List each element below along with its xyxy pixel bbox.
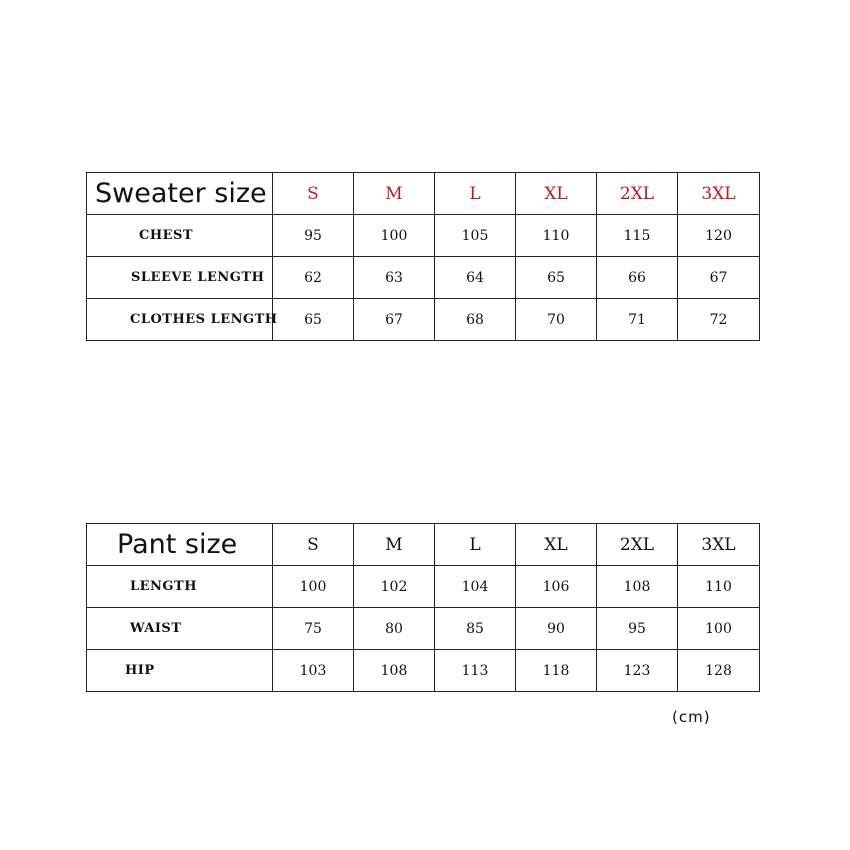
sweater-size-3xl: 3XL	[678, 173, 760, 215]
table-cell: 100	[354, 215, 435, 257]
table-cell: 66	[597, 257, 678, 299]
sweater-size-2xl: 2XL	[597, 173, 678, 215]
table-cell: 75	[273, 608, 354, 650]
table-cell: 108	[597, 566, 678, 608]
pant-row-label: HIP	[87, 650, 273, 692]
sweater-size-l: L	[435, 173, 516, 215]
unit-note: (cm)	[672, 708, 711, 726]
table-cell: 85	[435, 608, 516, 650]
table-cell: 113	[435, 650, 516, 692]
sweater-row-label: CHEST	[87, 215, 273, 257]
pant-size-xl: XL	[516, 524, 597, 566]
sweater-header-row	[87, 173, 760, 215]
table-cell: 64	[435, 257, 516, 299]
pant-size-2xl: 2XL	[597, 524, 678, 566]
table-cell: 103	[273, 650, 354, 692]
table-cell: 110	[678, 566, 760, 608]
pant-header-row	[87, 524, 760, 566]
table-cell: 95	[597, 608, 678, 650]
pant-size-table	[86, 523, 760, 692]
table-cell: 72	[678, 299, 760, 341]
table-cell: 65	[273, 299, 354, 341]
sweater-size-xl: XL	[516, 173, 597, 215]
sweater-size-m: M	[354, 173, 435, 215]
table-cell: 118	[516, 650, 597, 692]
table-row	[87, 215, 760, 257]
sweater-size-s: S	[273, 173, 354, 215]
pant-title: Pant size	[87, 524, 273, 566]
table-cell: 123	[597, 650, 678, 692]
table-cell: 90	[516, 608, 597, 650]
pant-row-label: WAIST	[87, 608, 273, 650]
table-cell: 65	[516, 257, 597, 299]
table-cell: 120	[678, 215, 760, 257]
table-cell: 100	[678, 608, 760, 650]
pant-size-l: L	[435, 524, 516, 566]
table-cell: 108	[354, 650, 435, 692]
table-cell: 70	[516, 299, 597, 341]
table-cell: 106	[516, 566, 597, 608]
table-cell: 67	[678, 257, 760, 299]
table-cell: 128	[678, 650, 760, 692]
table-row	[87, 299, 760, 341]
table-cell: 95	[273, 215, 354, 257]
table-cell: 62	[273, 257, 354, 299]
sweater-row-label: CLOTHES LENGTH	[87, 299, 273, 341]
table-cell: 115	[597, 215, 678, 257]
sweater-row-label: SLEEVE LENGTH	[87, 257, 273, 299]
table-cell: 110	[516, 215, 597, 257]
table-cell: 68	[435, 299, 516, 341]
table-cell: 100	[273, 566, 354, 608]
pant-size-s: S	[273, 524, 354, 566]
table-cell: 67	[354, 299, 435, 341]
pant-row-label: LENGTH	[87, 566, 273, 608]
table-cell: 104	[435, 566, 516, 608]
table-row	[87, 257, 760, 299]
table-row	[87, 608, 760, 650]
table-row	[87, 566, 760, 608]
table-cell: 105	[435, 215, 516, 257]
table-row	[87, 650, 760, 692]
pant-size-m: M	[354, 524, 435, 566]
pant-size-3xl: 3XL	[678, 524, 760, 566]
table-cell: 102	[354, 566, 435, 608]
table-cell: 63	[354, 257, 435, 299]
sweater-size-table	[86, 172, 760, 341]
table-cell: 80	[354, 608, 435, 650]
table-cell: 71	[597, 299, 678, 341]
sweater-title: Sweater size	[87, 173, 273, 215]
